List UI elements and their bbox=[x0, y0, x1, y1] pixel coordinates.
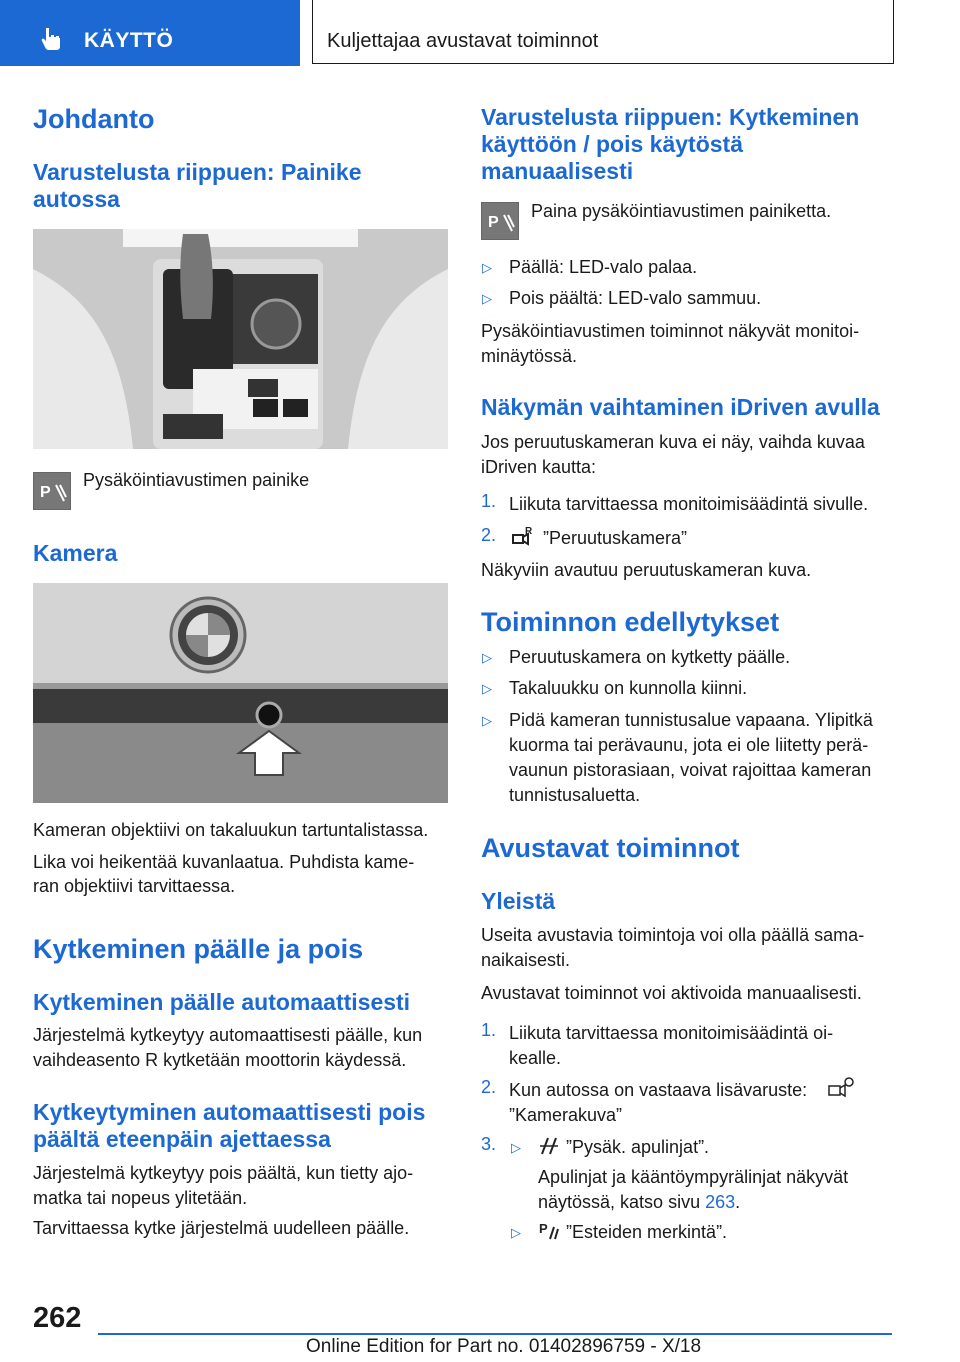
pois-text-2: Tarvittaessa kytke järjestelmä uudelleen päälle. bbox=[33, 1218, 410, 1238]
kamera-text-2a: Lika voi heikentää kuvanlaatua. Puhdista kame- bbox=[33, 852, 415, 872]
astep-1a: Liikuta tarvittaessa monitoimisäädintä oi- bbox=[509, 1023, 834, 1043]
pois-text-1b: matka tai nopeus ylitetään. bbox=[33, 1188, 248, 1208]
section-header bbox=[312, 0, 894, 64]
step-2: ”Peruutuskamera” bbox=[543, 528, 688, 548]
edellytys-3c: vaunun pistorasiaan, voivat rajoittaa kameran bbox=[509, 760, 872, 780]
bullet-pois: Pois päältä: LED-valo sammuu. bbox=[509, 288, 762, 308]
bullet-triangle: ▷ bbox=[482, 713, 492, 728]
bullet-triangle: ▷ bbox=[482, 291, 492, 306]
obstacle-marking-icon bbox=[538, 1219, 560, 1241]
svg-text:P: P bbox=[40, 484, 51, 501]
astep-3-sub-a: Apulinjat ja kääntöympyrälinjat näkyvät bbox=[538, 1167, 849, 1187]
svg-text:R: R bbox=[525, 526, 533, 537]
kamera-text-1: Kameran objektiivi on takaluukun tartuntalistassa. bbox=[33, 820, 429, 840]
step-1: Liikuta tarvittaessa monitoimisäädintä sivulle. bbox=[509, 494, 869, 514]
heading-manual-1: Varustelusta riippuen: Kytkeminen bbox=[481, 104, 860, 130]
camera-photo bbox=[33, 583, 448, 803]
yleista-text-1a: Useita avustavia toimintoja voi olla päällä sama- bbox=[481, 925, 865, 945]
page-link[interactable]: 263 bbox=[705, 1192, 736, 1212]
step-number: 2. bbox=[481, 1077, 497, 1097]
period: . bbox=[735, 1192, 741, 1212]
manual-text: Paina pysäköintiavustimen painiketta. bbox=[531, 201, 832, 221]
heading-idrive: Näkymän vaihtaminen iDriven avulla bbox=[481, 394, 880, 420]
section-title: Kuljettajaa avustavat toiminnot bbox=[327, 30, 599, 52]
edellytys-1: Peruutuskamera on kytketty päälle. bbox=[509, 647, 791, 667]
step-number: 2. bbox=[481, 525, 497, 545]
astep-3-sub-b-text: näytössä, katso sivu bbox=[538, 1192, 701, 1212]
heading-pois-1: Kytkeytyminen automaattisesti pois bbox=[33, 1099, 426, 1125]
astep-1b: kealle. bbox=[509, 1048, 562, 1068]
heading-manual-3: manuaalisesti bbox=[481, 158, 634, 184]
edellytys-3a: Pidä kameran tunnistusalue vapaana. Ylipitkä bbox=[509, 710, 873, 730]
heading-kamera: Kamera bbox=[33, 540, 118, 566]
parking-assist-icon-2 bbox=[481, 202, 519, 240]
bullet-triangle: ▷ bbox=[482, 681, 492, 696]
auto-text-a: Järjestelmä kytkeytyy automaattisesti päälle, kun bbox=[33, 1025, 423, 1045]
page-number: 262 bbox=[33, 1302, 82, 1334]
reverse-camera-icon bbox=[510, 525, 534, 547]
bullet-paalla: Päällä: LED-valo palaa. bbox=[509, 257, 698, 277]
pois-text-1a: Järjestelmä kytkeytyy pois päältä, kun tietty ajo- bbox=[33, 1163, 414, 1183]
auto-text-b: vaihdeasento R kytketään moottorin käydessä. bbox=[33, 1050, 407, 1070]
bullet-triangle: ▷ bbox=[511, 1225, 521, 1240]
caption-painike: Pysäköintiavustimen painike bbox=[83, 470, 310, 490]
yleista-text-2: Avustavat toiminnot voi aktivoida manuaalisesti. bbox=[481, 983, 862, 1003]
astep-2a: Kun autossa on vastaava lisävaruste: bbox=[509, 1080, 808, 1100]
footer-edition: Online Edition for Part no. 01402896759 - X/18 bbox=[306, 1336, 702, 1357]
edellytys-3d: tunnistusaluetta. bbox=[509, 785, 641, 805]
footer-rule bbox=[98, 1333, 892, 1335]
camera-view-icon bbox=[826, 1076, 856, 1100]
monitor-text-b: minäytössä. bbox=[481, 346, 578, 366]
svg-text:P: P bbox=[488, 214, 499, 231]
step-number: 1. bbox=[481, 1020, 497, 1040]
astep-2b: ”Kamerakuva” bbox=[509, 1105, 623, 1125]
console-photo bbox=[33, 229, 448, 449]
heading-painike: Varustelusta riippuen: Painike autossa bbox=[33, 159, 362, 212]
edellytys-3b: kuorma tai perävaunu, jota ei ole liitetty perä- bbox=[509, 735, 869, 755]
kamera-text-2b: ran objektiivi tarvittaessa. bbox=[33, 876, 236, 896]
svg-text:P: P bbox=[539, 1221, 548, 1236]
heading-yleista: Yleistä bbox=[481, 888, 556, 914]
hand-pointer-icon bbox=[40, 26, 64, 50]
monitor-text-a: Pysäköintiavustimen toiminnot näkyvät monitoi- bbox=[481, 321, 860, 341]
heading-johdanto: Johdanto bbox=[33, 104, 155, 134]
bullet-triangle: ▷ bbox=[482, 650, 492, 665]
heading-avustavat: Avustavat toiminnot bbox=[481, 833, 740, 863]
heading-edellytykset: Toiminnon edellytykset bbox=[481, 607, 780, 637]
heading-kytkeminen: Kytkeminen päälle ja pois bbox=[33, 934, 364, 964]
heading-automaattisesti: Kytkeminen päälle automaattisesti bbox=[33, 989, 411, 1015]
yleista-text-1b: naikaisesti. bbox=[481, 950, 571, 970]
bullet-triangle: ▷ bbox=[511, 1140, 521, 1155]
step-number: 1. bbox=[481, 491, 497, 511]
astep-3: ”Pysäk. apulinjat”. bbox=[566, 1137, 710, 1157]
heading-pois-2: päältä eteenpäin ajettaessa bbox=[33, 1126, 331, 1152]
chapter-title: KÄYTTÖ bbox=[84, 29, 174, 52]
parking-lines-icon bbox=[538, 1134, 560, 1156]
nakyviin-text: Näkyviin avautuu peruutuskameran kuva. bbox=[481, 560, 812, 580]
idrive-text-b: iDriven kautta: bbox=[481, 457, 597, 477]
bullet-triangle: ▷ bbox=[482, 260, 492, 275]
heading-manual-2: käyttöön / pois käytöstä bbox=[481, 131, 744, 157]
edellytys-2: Takaluukku on kunnolla kiinni. bbox=[509, 678, 748, 698]
chapter-tab[interactable] bbox=[0, 0, 300, 66]
astep-3-sub-b bbox=[538, 1189, 740, 1215]
step-number: 3. bbox=[481, 1134, 497, 1154]
parking-assist-icon bbox=[33, 472, 71, 510]
idrive-text-a: Jos peruutuskameran kuva ei näy, vaihda kuvaa bbox=[481, 432, 865, 452]
astep-4: ”Esteiden merkintä”. bbox=[566, 1222, 728, 1242]
